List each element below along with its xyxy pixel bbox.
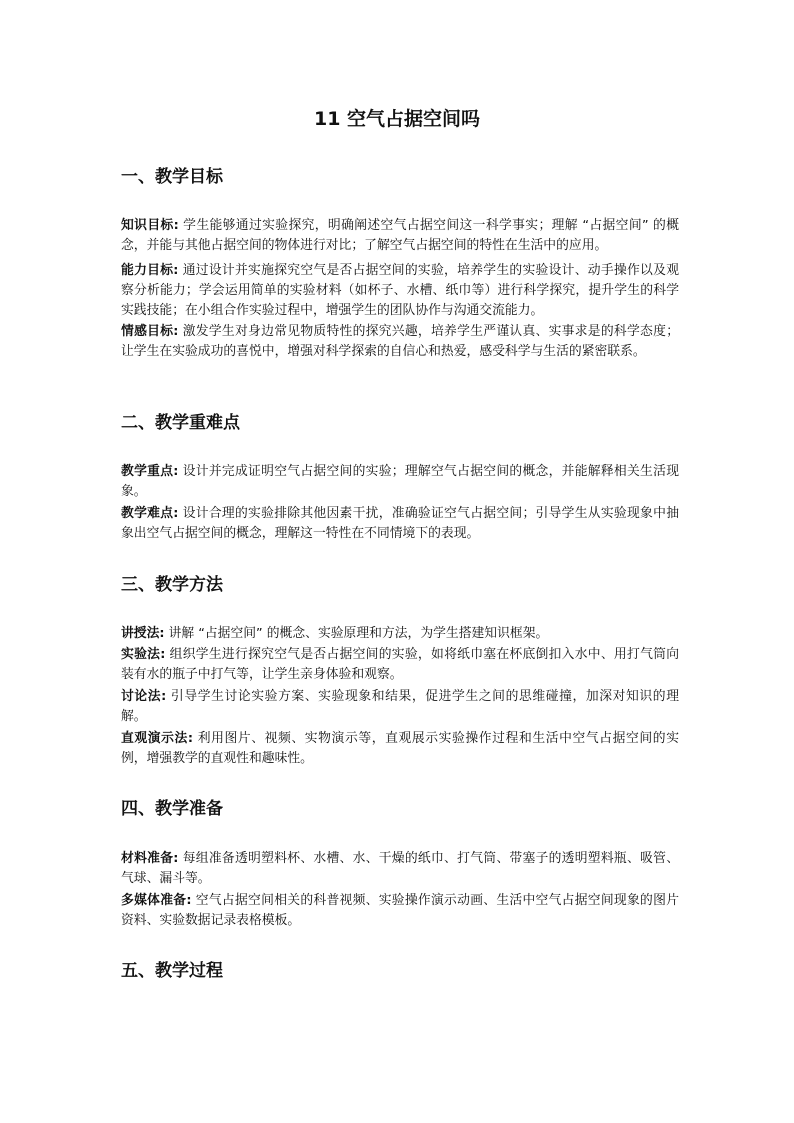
item-label: 情感目标: [121, 324, 179, 339]
item-text: 激发学生对身边常见物质特性的探究兴趣，培养学生严谨认真、实事求是的科学态度；让学生在实验成功的喜悦中，增强对科学探索的自信心和热爱，感受科学与生活的紧密联系。 [121, 324, 679, 360]
section-heading-key-difficult-points: 二、教学重难点 [121, 413, 240, 433]
item-text: 组织学生进行探究空气是否占据空间的实验，如将纸巾塞在杯底倒扣入水中、用打气筒向装有水的瓶子中打气等，让学生亲身体验和观察。 [121, 647, 679, 683]
item-text: 利用图片、视频、实物演示等，直观展示实验操作过程和生活中空气占据空间的实例，增强教学的直观性和趣味性。 [121, 731, 679, 767]
section-heading-teaching-process: 五、教学过程 [121, 961, 223, 981]
section-heading-teaching-methods: 三、教学方法 [121, 575, 223, 595]
item-label: 讨论法: [121, 689, 167, 704]
multimedia-preparation-paragraph [121, 891, 679, 931]
ability-objective-paragraph [121, 261, 679, 322]
item-text: 设计并完成证明空气占据空间的实验；理解空气占据空间的概念，并能解释相关生活现象。 [121, 464, 679, 500]
emotion-objective-paragraph [121, 322, 679, 362]
item-label: 直观演示法: [121, 731, 194, 746]
teaching-difficulty-paragraph [121, 504, 679, 544]
experiment-method-paragraph [121, 645, 679, 685]
item-text: 引导学生讨论实验方案、实验现象和结果，促进学生之间的思维碰撞，加深对知识的理解。 [121, 689, 679, 725]
knowledge-objective-paragraph [121, 216, 679, 256]
document-title: 11 空气占据空间吗 [313, 108, 481, 130]
section-heading-teaching-objectives: 一、教学目标 [121, 167, 223, 187]
item-label: 多媒体准备: [121, 893, 192, 908]
item-label: 知识目标: [121, 218, 179, 233]
section-heading-teaching-preparation: 四、教学准备 [121, 799, 223, 819]
item-label: 教学难点: [121, 506, 179, 521]
item-label: 讲授法: [121, 626, 165, 641]
item-text: 每组准备透明塑料杯、水槽、水、干燥的纸巾、打气筒、带塞子的透明塑料瓶、吸管、气球、漏斗等。 [121, 851, 679, 887]
item-text: 通过设计并实施探究空气是否占据空间的实验，培养学生的实验设计、动手操作以及观察分析能力；学会运用简单的实验材料（如杯子、水槽、纸巾等）进行科学探究，提升学生的科学实践技能；在小组合作实验过程中，增强学生的团队协作与沟通交流能力。 [121, 263, 679, 319]
item-text: 设计合理的实验排除其他因素干扰，准确验证空气占据空间；引导学生从实验现象中抽象出空气占据空间的概念，理解这一特性在不同情境下的表现。 [121, 506, 679, 542]
item-label: 实验法: [121, 647, 166, 662]
teaching-focus-paragraph [121, 462, 679, 502]
item-label: 材料准备: [121, 851, 179, 866]
item-text: 讲解 “占据空间” 的概念、实验原理和方法，为学生搭建知识框架。 [164, 626, 549, 641]
item-label: 能力目标: [121, 263, 179, 278]
item-text: 学生能够通过实验探究，明确阐述空气占据空间这一科学事实；理解 “占据空间” 的概念，并能与其他占据空间的物体进行对比；了解空气占据空间的特性在生活中的应用。 [121, 218, 679, 254]
item-label: 教学重点: [121, 464, 179, 479]
demonstration-method-paragraph [121, 729, 679, 769]
item-text: 空气占据空间相关的科普视频、实验操作演示动画、生活中空气占据空间现象的图片资料、实验数据记录表格模板。 [121, 893, 679, 929]
materials-preparation-paragraph [121, 849, 679, 889]
lecture-method-paragraph [121, 624, 679, 644]
discussion-method-paragraph [121, 687, 679, 727]
